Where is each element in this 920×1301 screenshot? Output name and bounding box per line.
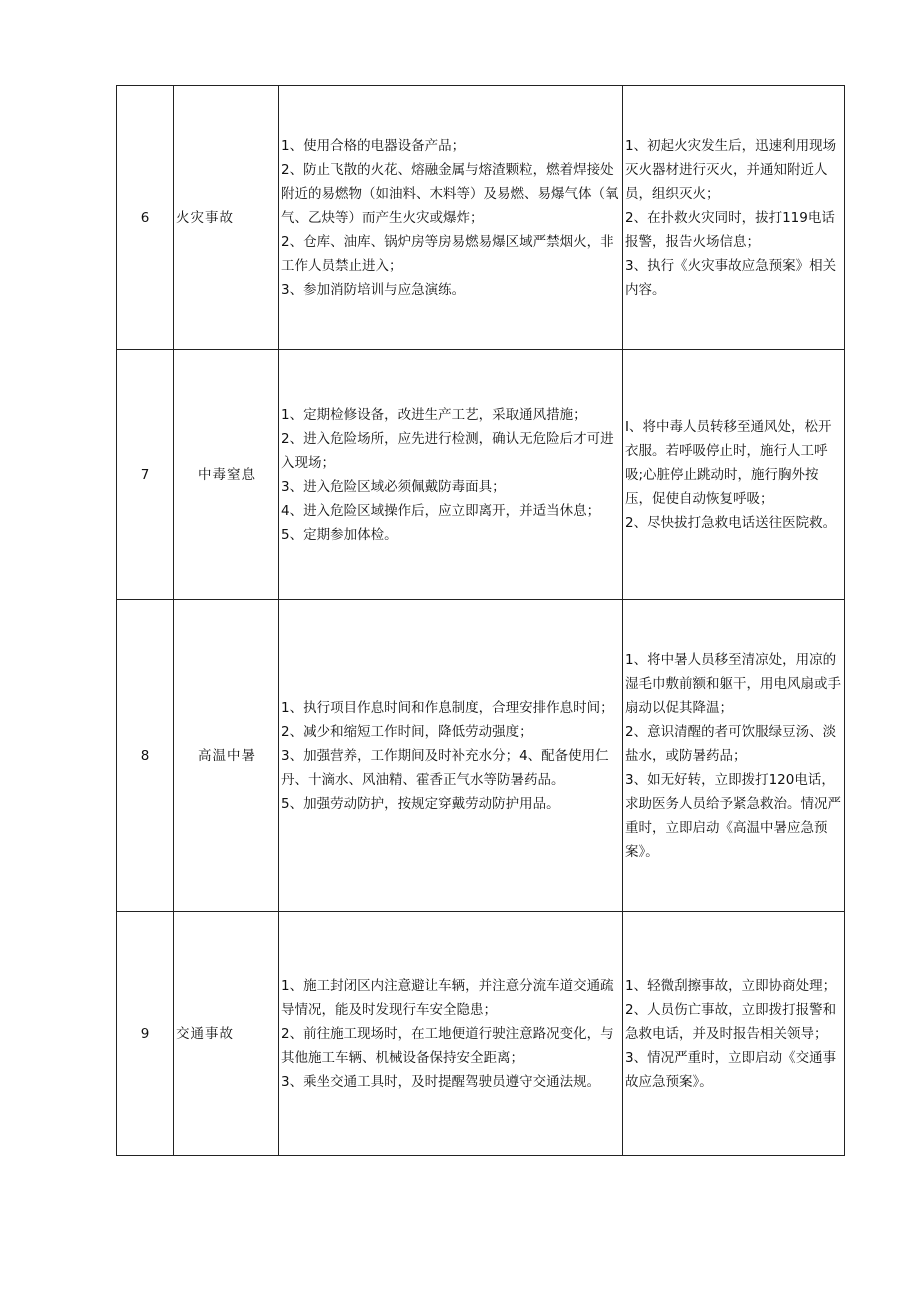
hazard-name [174, 912, 279, 1156]
emergency-response [623, 600, 845, 912]
table-row [117, 86, 845, 350]
measure-item: 1、定期检修设备，改进生产工艺，采取通风措施； [281, 406, 587, 423]
hazard-name [174, 350, 279, 600]
measure-item: 4、进入危险区域操作后，应立即离开，并适当休息； [281, 502, 601, 519]
table-body [117, 86, 845, 1156]
response-item: 2、尽快拔打急救电话送往医院救。 [625, 514, 837, 531]
measure-item: 2、防止飞散的火花、熔融金属与熔渣颗粒，燃着焊接处附近的易燃物（如油料、木料等）及易燃、易爆气体（氧气、乙炔等）而产生火灾或爆炸； [281, 161, 619, 226]
response-item: I、将中毒人员转移至通风处，松开衣服。若呼吸停止时，施行人工呼吸;心脏停止跳动时，施行胸外按压，促使自动恢复呼吸； [625, 418, 832, 507]
measure-item: 2、减少和缩短工作时间，降低劳动强度； [281, 723, 533, 740]
measure-item: 3、加强营养，工作期间及时补充水分；4、配备使用仁丹、十滴水、风油精、霍香正气水等防暑药品。 [281, 747, 609, 788]
table-row [117, 600, 845, 912]
row-number: 6 [117, 86, 174, 350]
response-item: 3、情况严重时，立即启动《交通事故应急预案》。 [625, 1049, 837, 1090]
response-item: 3、如无好转，立即拨打120电话，求助医务人员给予紧急救治。情况严重时，立即启动《高温中暑应急预案》。 [625, 771, 841, 860]
measure-item: 3、参加消防培训与应急演练。 [281, 281, 466, 298]
prevention-measures [279, 86, 623, 350]
measure-item: 3、进入危险区域必须佩戴防毒面具； [281, 478, 506, 495]
measure-item: 2、进入危险场所，应先进行检测，确认无危险后才可进入现场； [281, 430, 614, 471]
response-item: 2、意识清醒的者可饮服绿豆汤、淡盐水，或防暑药品； [625, 723, 837, 764]
hazard-response-table [116, 85, 845, 1156]
table-row [117, 350, 845, 600]
measure-item: 2、前往施工现场时，在工地便道行驶注意路况变化，与其他施工车辆、机械设备保持安全距离； [281, 1025, 614, 1066]
measure-item: 2、仓库、油库、锅炉房等房易燃易爆区域严禁烟火，非工作人员禁止进入； [281, 233, 614, 274]
emergency-response [623, 912, 845, 1156]
measure-item: 1、施工封闭区内注意避让车辆，并注意分流车道交通疏导情况，能及时发现行车安全隐患； [281, 977, 614, 1018]
row-number: 9 [117, 912, 174, 1156]
hazard-name-text: 交通事故 [176, 1025, 234, 1042]
measure-item: 3、乘坐交通工具时，及时提醒驾驶员遵守交通法规。 [281, 1073, 601, 1090]
row-number: 8 [117, 600, 174, 912]
emergency-response [623, 86, 845, 350]
measure-item: 5、定期参加体检。 [281, 526, 398, 543]
hazard-name [174, 86, 279, 350]
measure-item: 1、使用合格的电器设备产品； [281, 137, 466, 154]
response-item: 1、初起火灾发生后，迅速利用现场灭火器材进行灭火，并通知附近人员，组织灭火； [625, 137, 837, 202]
response-item: 3、执行《火灾事故应急预案》相关内容。 [625, 257, 837, 298]
row-number: 7 [117, 350, 174, 600]
hazard-name-text: 火灾事故 [176, 209, 234, 226]
emergency-response [623, 350, 845, 600]
response-item: 1、将中暑人员移至清凉处，用凉的湿毛巾敷前额和躯干，用电风扇或手扇动以促其降温； [625, 651, 841, 716]
response-item: 2、人员伤亡事故，立即拨打报警和急救电话，并及时报告相关领导； [625, 1001, 837, 1042]
measure-item: 1、执行项目作息时间和作息制度，合理安排作息时间； [281, 699, 614, 716]
response-item: 2、在扑救火灾同时，拔打119电话报警，报告火场信息； [625, 209, 835, 250]
prevention-measures [279, 600, 623, 912]
hazard-name-text: 高温中暑 [198, 747, 256, 764]
hazard-name [174, 600, 279, 912]
hazard-name-text: 中毒窒息 [198, 466, 256, 483]
table-row [117, 912, 845, 1156]
prevention-measures [279, 350, 623, 600]
prevention-measures [279, 912, 623, 1156]
response-item: 1、轻微刮擦事故，立即协商处理； [625, 977, 837, 994]
measure-item: 5、加强劳动防护，按规定穿戴劳动防护用品。 [281, 795, 560, 812]
